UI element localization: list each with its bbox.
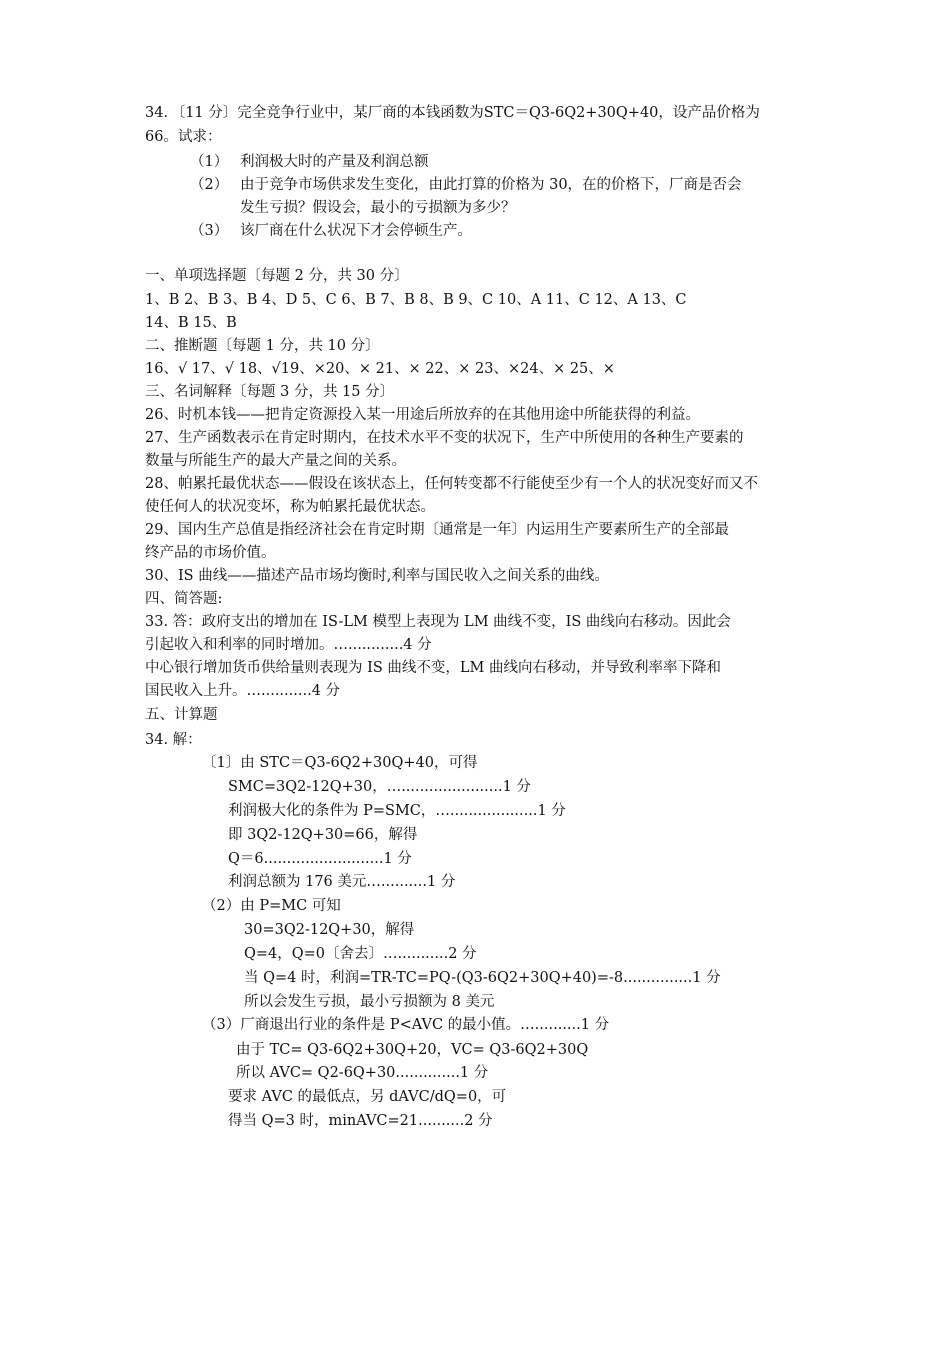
subquestion-3-text: 该厂商在什么状况下才会停顿生产。 [240,223,472,239]
section-3-heading: 三、名词解释〔每题 3 分，共 15 分〕 [145,384,395,400]
answer-33-line-3: 中心银行增加货币供给量则表现为 IS 曲线不变，LM 曲线向右移动，并导致利率率下降和 [145,660,721,676]
definition-28-continued: 使任何人的状况变坏，称为帕累托最优状态。 [145,499,435,515]
problem-statement-continued: 66。试求： [145,129,222,145]
section-1-heading: 一、单项选择题〔每题 2 分，共 30 分〕 [145,268,409,284]
calc-step-7: （2）由 P=MC 可知 [202,898,341,914]
calc-step-3: 利润极大化的条件为 P=SMC，…...................1 分 [228,803,566,819]
calc-step-12: （3）厂商退出行业的条件是 P<AVC 的最小值。…..........1 分 [202,1017,610,1033]
calc-step-9: Q=4，Q=0〔舍去〕…...........2 分 [244,946,477,962]
calc-step-10: 当 Q=4 时，利润=TR-TC=PQ-(Q3-6Q2+30Q+40)=-8...............1 分 [244,970,721,986]
subquestion-2-continued: 发生亏损？假设会，最小的亏损额为多少？ [240,200,516,216]
calc-step-6: 利润总额为 176 美元…..........1 分 [228,874,456,890]
calc-step-13: 由于 TC= Q3-6Q2+30Q+20，VC= Q3-6Q2+30Q [236,1042,589,1058]
calc-step-16: 得当 Q=3 时，minAVC=21..........2 分 [228,1113,493,1129]
subquestion-1-number: （1） [190,154,229,170]
subquestion-2-text: 由于竞争市场供求发生变化，由此打算的价格为 30，在的价格下，厂商是否会 [240,177,742,193]
section-2-heading: 二、推断题〔每题 1 分，共 10 分〕 [145,338,380,354]
subquestion-1-text: 利润极大时的产量及利润总额 [240,154,429,170]
definition-27: 27、生产函数表示在肯定时期内，在技术水平不变的状况下，生产中所使用的各种生产要素的 [145,430,744,446]
calc-step-15: 要求 AVC 的最低点，另 dAVC/dQ=0，可 [228,1089,507,1105]
section-4-heading: 四、简答题: [145,591,223,607]
answer-33-line-2: 引起收入和利率的同时增加。…............4 分 [145,637,432,653]
calc-step-14: 所以 AVC= Q2-6Q+30..............1 分 [236,1065,489,1081]
definition-28: 28、帕累托最优状态——假设在该状态上，任何转变都不行能使至少有一个人的状况变好而又不 [145,476,758,492]
problem-statement: 34．〔11 分〕完全竞争行业中，某厂商的本钱函数为STC＝Q3-6Q2+30Q+40，设产品价格为 [145,105,760,121]
definition-26: 26、时机本钱——把肯定资源投入某一用途后所放弃的在其他用途中所能获得的利益。 [145,407,700,423]
definition-27-continued: 数量与所能生产的最大产量之间的关系。 [145,453,406,469]
definition-29: 29、国内生产总值是指经济社会在肯定时期〔通常是一年〕内运用生产要素所生产的全部最 [145,522,729,538]
calc-step-11: 所以会发生亏损，最小亏损额为 8 美元 [244,994,495,1010]
calc-step-5: Q＝6..........................1 分 [228,851,412,867]
section-5-heading: 五、计算题 [145,707,218,723]
answer-33: 33. 答：政府支出的增加在 IS-LM 模型上表现为 LM 曲线不变，IS 曲线向右移动。因此会 [145,614,731,630]
subquestion-3-number: （3） [190,223,229,239]
calc-step-4: 即 3Q2-12Q+30=66，解得 [228,827,418,843]
calc-step-1: 〔1〕由 STC＝Q3-6Q2+30Q+40，可得 [202,755,478,771]
choice-answers-line-1: 1、B 2、B 3、B 4、D 5、C 6、B 7、B 8、B 9、C 10、A 11、C 12、A 13、C [145,292,687,308]
judgement-answers: 16、√ 17、√ 18、√19、×20、× 21、× 22、× 23、×24、× 25、× [145,361,615,377]
choice-answers-line-2: 14、B 15、B [145,315,237,331]
subquestion-2-number: （2） [190,177,229,193]
calc-step-2: SMC=3Q2-12Q+30，…......................1 分 [228,779,531,795]
answer-33-line-4: 国民收入上升。…...........4 分 [145,683,341,699]
definition-29-continued: 终产品的市场价值。 [145,545,276,561]
definition-30: 30、IS 曲线——描述产品市场均衡时,利率与国民收入之间关系的曲线。 [145,568,609,584]
calc-step-8: 30=3Q2-12Q+30，解得 [244,922,415,938]
answer-34-heading: 34. 解： [145,732,202,748]
